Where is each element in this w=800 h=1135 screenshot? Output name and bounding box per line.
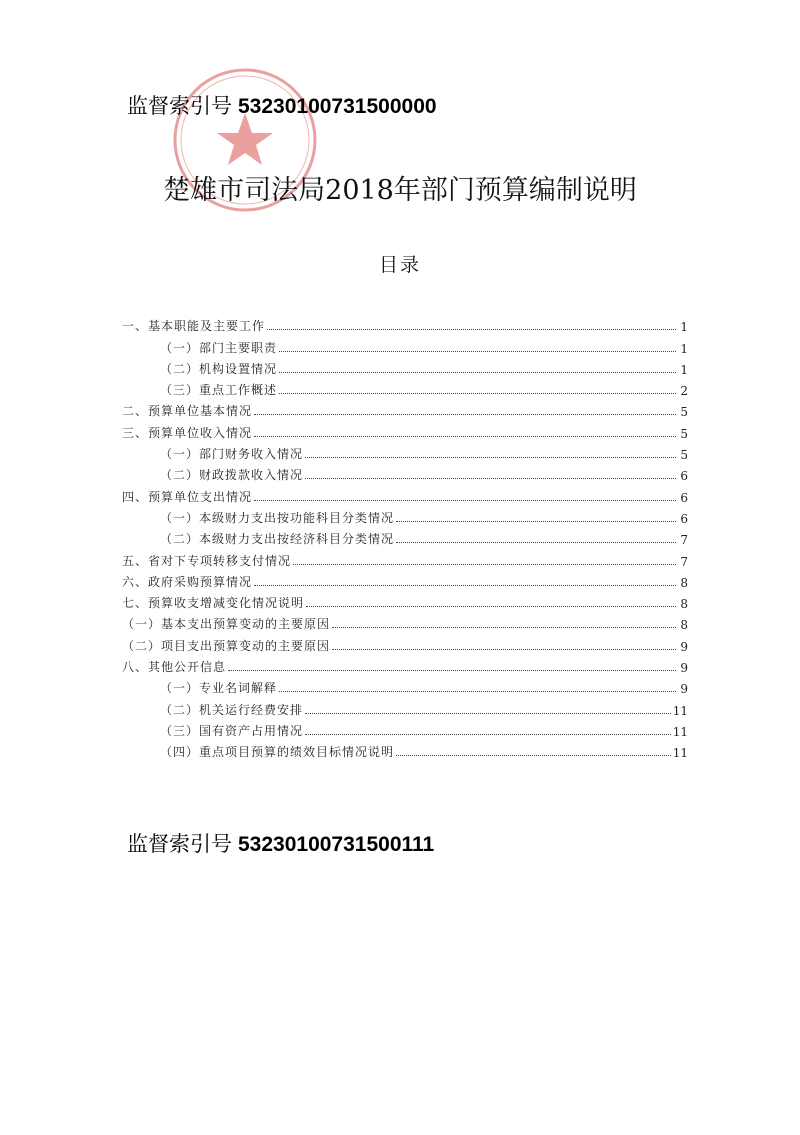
toc-entry[interactable] (122, 654, 688, 675)
toc-page-number: 8 (680, 618, 688, 633)
toc-page-number: 6 (680, 511, 688, 526)
toc-entry-text: （一）基本支出预算变动的主要原因 (122, 617, 331, 632)
toc-entry-text: （二）机构设置情况 (160, 361, 278, 376)
toc-page-number: 11 (672, 746, 688, 761)
toc-entry-text: 七、预算收支增减变化情况说明 (122, 596, 305, 611)
toc-entry[interactable] (122, 632, 688, 653)
toc-heading: 目录 (378, 254, 421, 276)
toc-leader-dots (254, 436, 676, 437)
toc-entry-text: 三、预算单位收入情况 (122, 425, 253, 440)
toc-leader-dots (267, 329, 676, 330)
toc-page-number: 9 (680, 682, 688, 697)
toc-entry[interactable] (122, 377, 688, 398)
toc-page-number: 5 (680, 426, 688, 441)
toc-entry-text: （一）部门财务收入情况 (160, 447, 304, 462)
toc-entry-text: （二）机关运行经费安排 (160, 702, 304, 717)
toc-entry[interactable] (122, 483, 688, 504)
toc-entry[interactable] (122, 334, 688, 355)
toc-page-number: 11 (672, 703, 688, 718)
toc-entry-text: 五、省对下专项转移支付情况 (122, 553, 292, 568)
supervision-index-bottom (127, 828, 434, 858)
toc-leader-dots (396, 521, 676, 522)
toc-leader-dots (396, 542, 676, 543)
toc-page-number: 6 (680, 490, 688, 505)
toc-entry[interactable] (122, 718, 688, 739)
toc-entry[interactable] (122, 441, 688, 462)
toc-leader-dots (293, 564, 676, 565)
toc-entry[interactable] (122, 462, 688, 483)
toc-leader-dots (279, 372, 676, 373)
toc-page-number: 11 (672, 724, 688, 739)
toc-leader-dots (332, 627, 676, 628)
index-label: 监督索引号 (127, 833, 232, 856)
toc-page-number: 5 (680, 405, 688, 420)
index-number: 53230100731500000 (238, 95, 437, 118)
toc-entry[interactable] (122, 569, 688, 590)
toc-entry-text: 八、其他公开信息 (122, 660, 227, 675)
toc-leader-dots (306, 606, 676, 607)
toc-leader-dots (228, 670, 676, 671)
toc-entry-text: 一、基本职能及主要工作 (122, 319, 266, 334)
toc-entry[interactable] (122, 356, 688, 377)
toc-entry[interactable] (122, 611, 688, 632)
toc-entry[interactable] (122, 313, 688, 334)
toc-leader-dots (305, 713, 671, 714)
toc-page-number: 1 (680, 320, 688, 335)
toc-leader-dots (332, 649, 676, 650)
toc-entry-text: （二）财政拨款收入情况 (160, 468, 304, 483)
index-label: 监督索引号 (127, 95, 232, 118)
index-number: 53230100731500111 (238, 833, 435, 856)
toc-entry[interactable] (122, 739, 688, 760)
toc-entry[interactable] (122, 696, 688, 717)
toc-leader-dots (254, 585, 676, 586)
toc-entry[interactable] (122, 526, 688, 547)
toc-entry-text: 四、预算单位支出情况 (122, 489, 253, 504)
toc-entry[interactable] (122, 505, 688, 526)
table-of-contents (122, 313, 688, 760)
toc-entry-text: 六、政府采购预算情况 (122, 574, 253, 589)
toc-page-number: 9 (680, 639, 688, 654)
toc-page-number: 7 (680, 554, 688, 569)
toc-page-number: 9 (680, 661, 688, 676)
toc-leader-dots (396, 755, 671, 756)
toc-page-number: 1 (680, 362, 688, 377)
toc-page-number: 6 (680, 469, 688, 484)
toc-leader-dots (279, 691, 676, 692)
toc-entry-text: （三）国有资产占用情况 (160, 723, 304, 738)
toc-leader-dots (279, 393, 676, 394)
toc-entry-text: （一）本级财力支出按功能科目分类情况 (160, 510, 395, 525)
toc-entry-text: （二）本级财力支出按经济科目分类情况 (160, 532, 395, 547)
toc-page-number: 8 (680, 575, 688, 590)
toc-page-number: 1 (680, 341, 688, 356)
toc-leader-dots (254, 500, 676, 501)
toc-leader-dots (305, 478, 676, 479)
toc-leader-dots (279, 351, 676, 352)
toc-leader-dots (305, 734, 671, 735)
toc-entry[interactable] (122, 398, 688, 419)
toc-leader-dots (254, 414, 676, 415)
toc-page-number: 2 (680, 384, 688, 399)
document-title: 楚雄市司法局2018年部门预算编制说明 (163, 175, 637, 206)
toc-entry[interactable] (122, 675, 688, 696)
toc-entry-text: （三）重点工作概述 (160, 383, 278, 398)
toc-page-number: 8 (680, 597, 688, 612)
toc-entry-text: （四）重点项目预算的绩效目标情况说明 (160, 745, 395, 760)
toc-entry[interactable] (122, 547, 688, 568)
toc-entry-text: （一）部门主要职责 (160, 340, 278, 355)
toc-entry-text: （二）项目支出预算变动的主要原因 (122, 638, 331, 653)
supervision-index-top (127, 90, 437, 120)
toc-entry[interactable] (122, 419, 688, 440)
toc-leader-dots (305, 457, 676, 458)
toc-page-number: 5 (680, 448, 688, 463)
toc-page-number: 7 (680, 533, 688, 548)
toc-entry-text: 二、预算单位基本情况 (122, 404, 253, 419)
toc-entry[interactable] (122, 590, 688, 611)
toc-entry-text: （一）专业名词解释 (160, 681, 278, 696)
